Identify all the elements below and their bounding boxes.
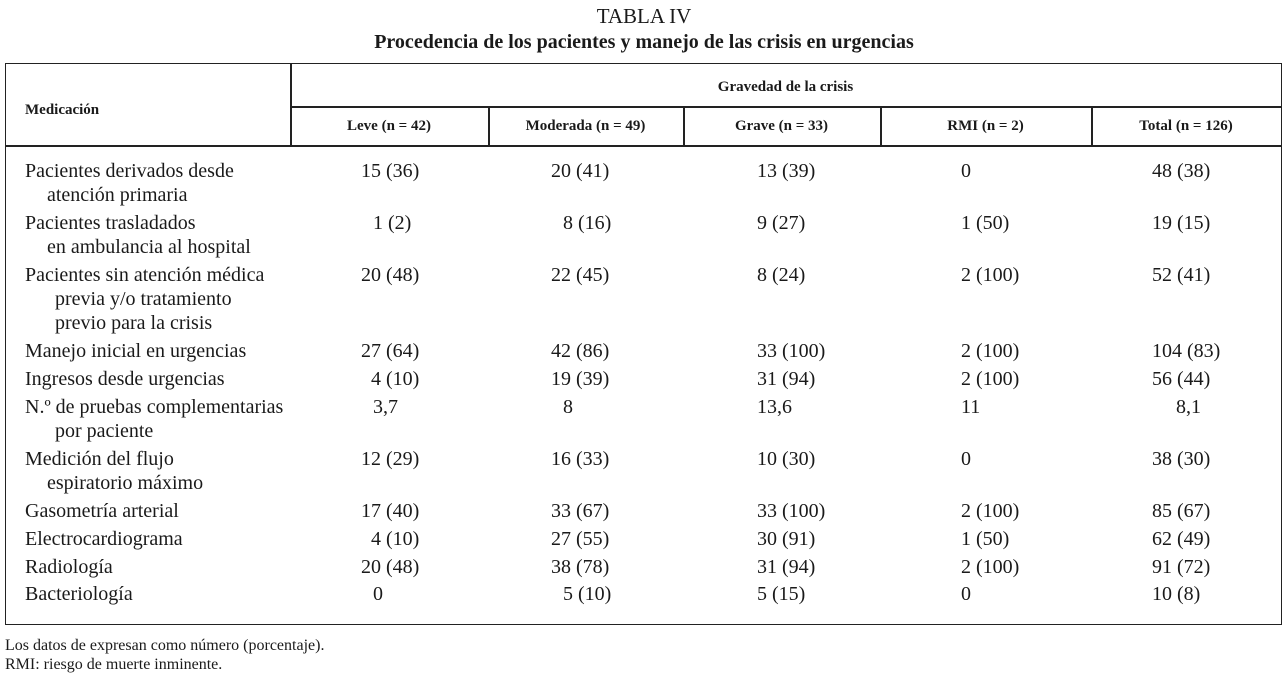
table-cell: 62 (49): [1152, 528, 1211, 550]
table-cell: 2 (100): [961, 368, 1020, 390]
table-cell: 8 (24): [757, 264, 806, 286]
header-gravedad: Gravedad de la crisis: [717, 79, 854, 95]
row-label: [25, 159, 234, 207]
table-cell: 27 (64): [361, 340, 420, 362]
table-cell: 8,1: [1176, 396, 1201, 418]
table-cell: 12 (29): [361, 448, 420, 470]
table-cell: 38 (78): [551, 556, 610, 578]
row-label-line: Medición del flujo: [25, 448, 174, 470]
table-cell: 56 (44): [1152, 368, 1211, 390]
table-cell: 20 (48): [361, 556, 420, 578]
table-cell: 33 (100): [757, 500, 826, 522]
header-medicacion: Medicación: [25, 102, 100, 118]
row-label: [25, 395, 283, 443]
row-label-line: por paciente: [55, 420, 154, 442]
table-cell: 0: [373, 583, 383, 605]
header-col-leve: Leve (n = 42): [347, 118, 431, 134]
table-subtitle: Procedencia de los pacientes y manejo de las crisis en urgencias: [374, 31, 914, 53]
table-cell: 15 (36): [361, 160, 420, 182]
table-cell: 30 (91): [757, 528, 816, 550]
table-cell: 4 (10): [371, 528, 420, 550]
table-cell: 0: [961, 160, 971, 182]
divider: [290, 106, 1281, 108]
table-cell: 48 (38): [1152, 160, 1211, 182]
row-label: [25, 499, 179, 523]
table-cell: 8 (16): [563, 212, 612, 234]
row-label-line: Electrocardiograma: [25, 528, 183, 550]
row-label-line: Pacientes trasladados: [25, 212, 196, 234]
table-cell: 5 (15): [757, 583, 806, 605]
row-label-line: Manejo inicial en urgencias: [25, 340, 247, 362]
table-cell: 2 (100): [961, 556, 1020, 578]
row-label: [25, 211, 251, 259]
table-cell: 31 (94): [757, 368, 816, 390]
row-label-line: Pacientes derivados desde: [25, 160, 234, 182]
row-label-line: Bacteriología: [25, 583, 133, 605]
row-label-line: atención primaria: [47, 184, 188, 206]
table-cell: 27 (55): [551, 528, 610, 550]
table-cell: 19 (15): [1152, 212, 1211, 234]
row-label-line: previa y/o tratamiento: [55, 288, 232, 310]
table-cell: 2 (100): [961, 500, 1020, 522]
row-label-line: Gasometría arterial: [25, 500, 179, 522]
table-cell: 1 (50): [961, 212, 1010, 234]
row-label-line: N.º de pruebas complementarias: [25, 396, 284, 418]
table-cell: 1 (2): [373, 212, 412, 234]
table-cell: 9 (27): [757, 212, 806, 234]
table-cell: 4 (10): [371, 368, 420, 390]
table-cell: 16 (33): [551, 448, 610, 470]
table-cell: 10 (8): [1152, 583, 1201, 605]
table-cell: 2 (100): [961, 340, 1020, 362]
table-cell: 91 (72): [1152, 556, 1211, 578]
row-label: [25, 447, 203, 495]
table-cell: 33 (100): [757, 340, 826, 362]
header-col-grave: Grave (n = 33): [734, 118, 829, 134]
table-title: TABLA IV: [596, 4, 692, 28]
table-cell: 2 (100): [961, 264, 1020, 286]
table-cell: 11: [961, 396, 981, 418]
table-cell: 104 (83): [1152, 340, 1221, 362]
table-cell: 19 (39): [551, 368, 610, 390]
table-cell: 1 (50): [961, 528, 1010, 550]
row-label: [25, 367, 225, 391]
table-cell: 20 (41): [551, 160, 610, 182]
table-cell: 31 (94): [757, 556, 816, 578]
header-col-total: Total (n = 126): [1139, 118, 1233, 134]
row-label-line: Ingresos desde urgencias: [25, 368, 225, 390]
row-label-line: espiratorio máximo: [47, 472, 204, 494]
row-label-line: en ambulancia al hospital: [47, 236, 251, 258]
table-cell: 0: [961, 583, 971, 605]
table-cell: 3,7: [373, 396, 398, 418]
footnote: RMI: riesgo de muerte inminente.: [5, 656, 223, 673]
footnote: Los datos de expresan como número (porcentaje).: [5, 637, 325, 654]
table-cell: 52 (41): [1152, 264, 1211, 286]
table-cell: 42 (86): [551, 340, 610, 362]
table-cell: 0: [961, 448, 971, 470]
table-cell: 13,6: [757, 396, 792, 418]
row-label-line: Radiología: [25, 556, 113, 578]
table-cell: 17 (40): [361, 500, 420, 522]
row-label-line: Pacientes sin atención médica: [25, 264, 265, 286]
table-cell: 20 (48): [361, 264, 420, 286]
row-label: [25, 339, 246, 363]
table-cell: 5 (10): [563, 583, 612, 605]
row-label: [25, 582, 133, 606]
row-label: [25, 527, 183, 551]
table-cell: 10 (30): [757, 448, 816, 470]
table-cell: 8: [563, 396, 573, 418]
table-cell: 85 (67): [1152, 500, 1211, 522]
table-cell: 22 (45): [551, 264, 610, 286]
row-label: [25, 263, 264, 335]
divider: [5, 145, 1282, 147]
table-cell: 38 (30): [1152, 448, 1211, 470]
table-cell: 33 (67): [551, 500, 610, 522]
row-label-line: previo para la crisis: [55, 312, 213, 334]
row-label: [25, 555, 113, 579]
header-col-moderada: Moderada (n = 49): [525, 118, 646, 134]
table-cell: 13 (39): [757, 160, 816, 182]
header-col-rmi: RMI (n = 2): [947, 118, 1024, 134]
